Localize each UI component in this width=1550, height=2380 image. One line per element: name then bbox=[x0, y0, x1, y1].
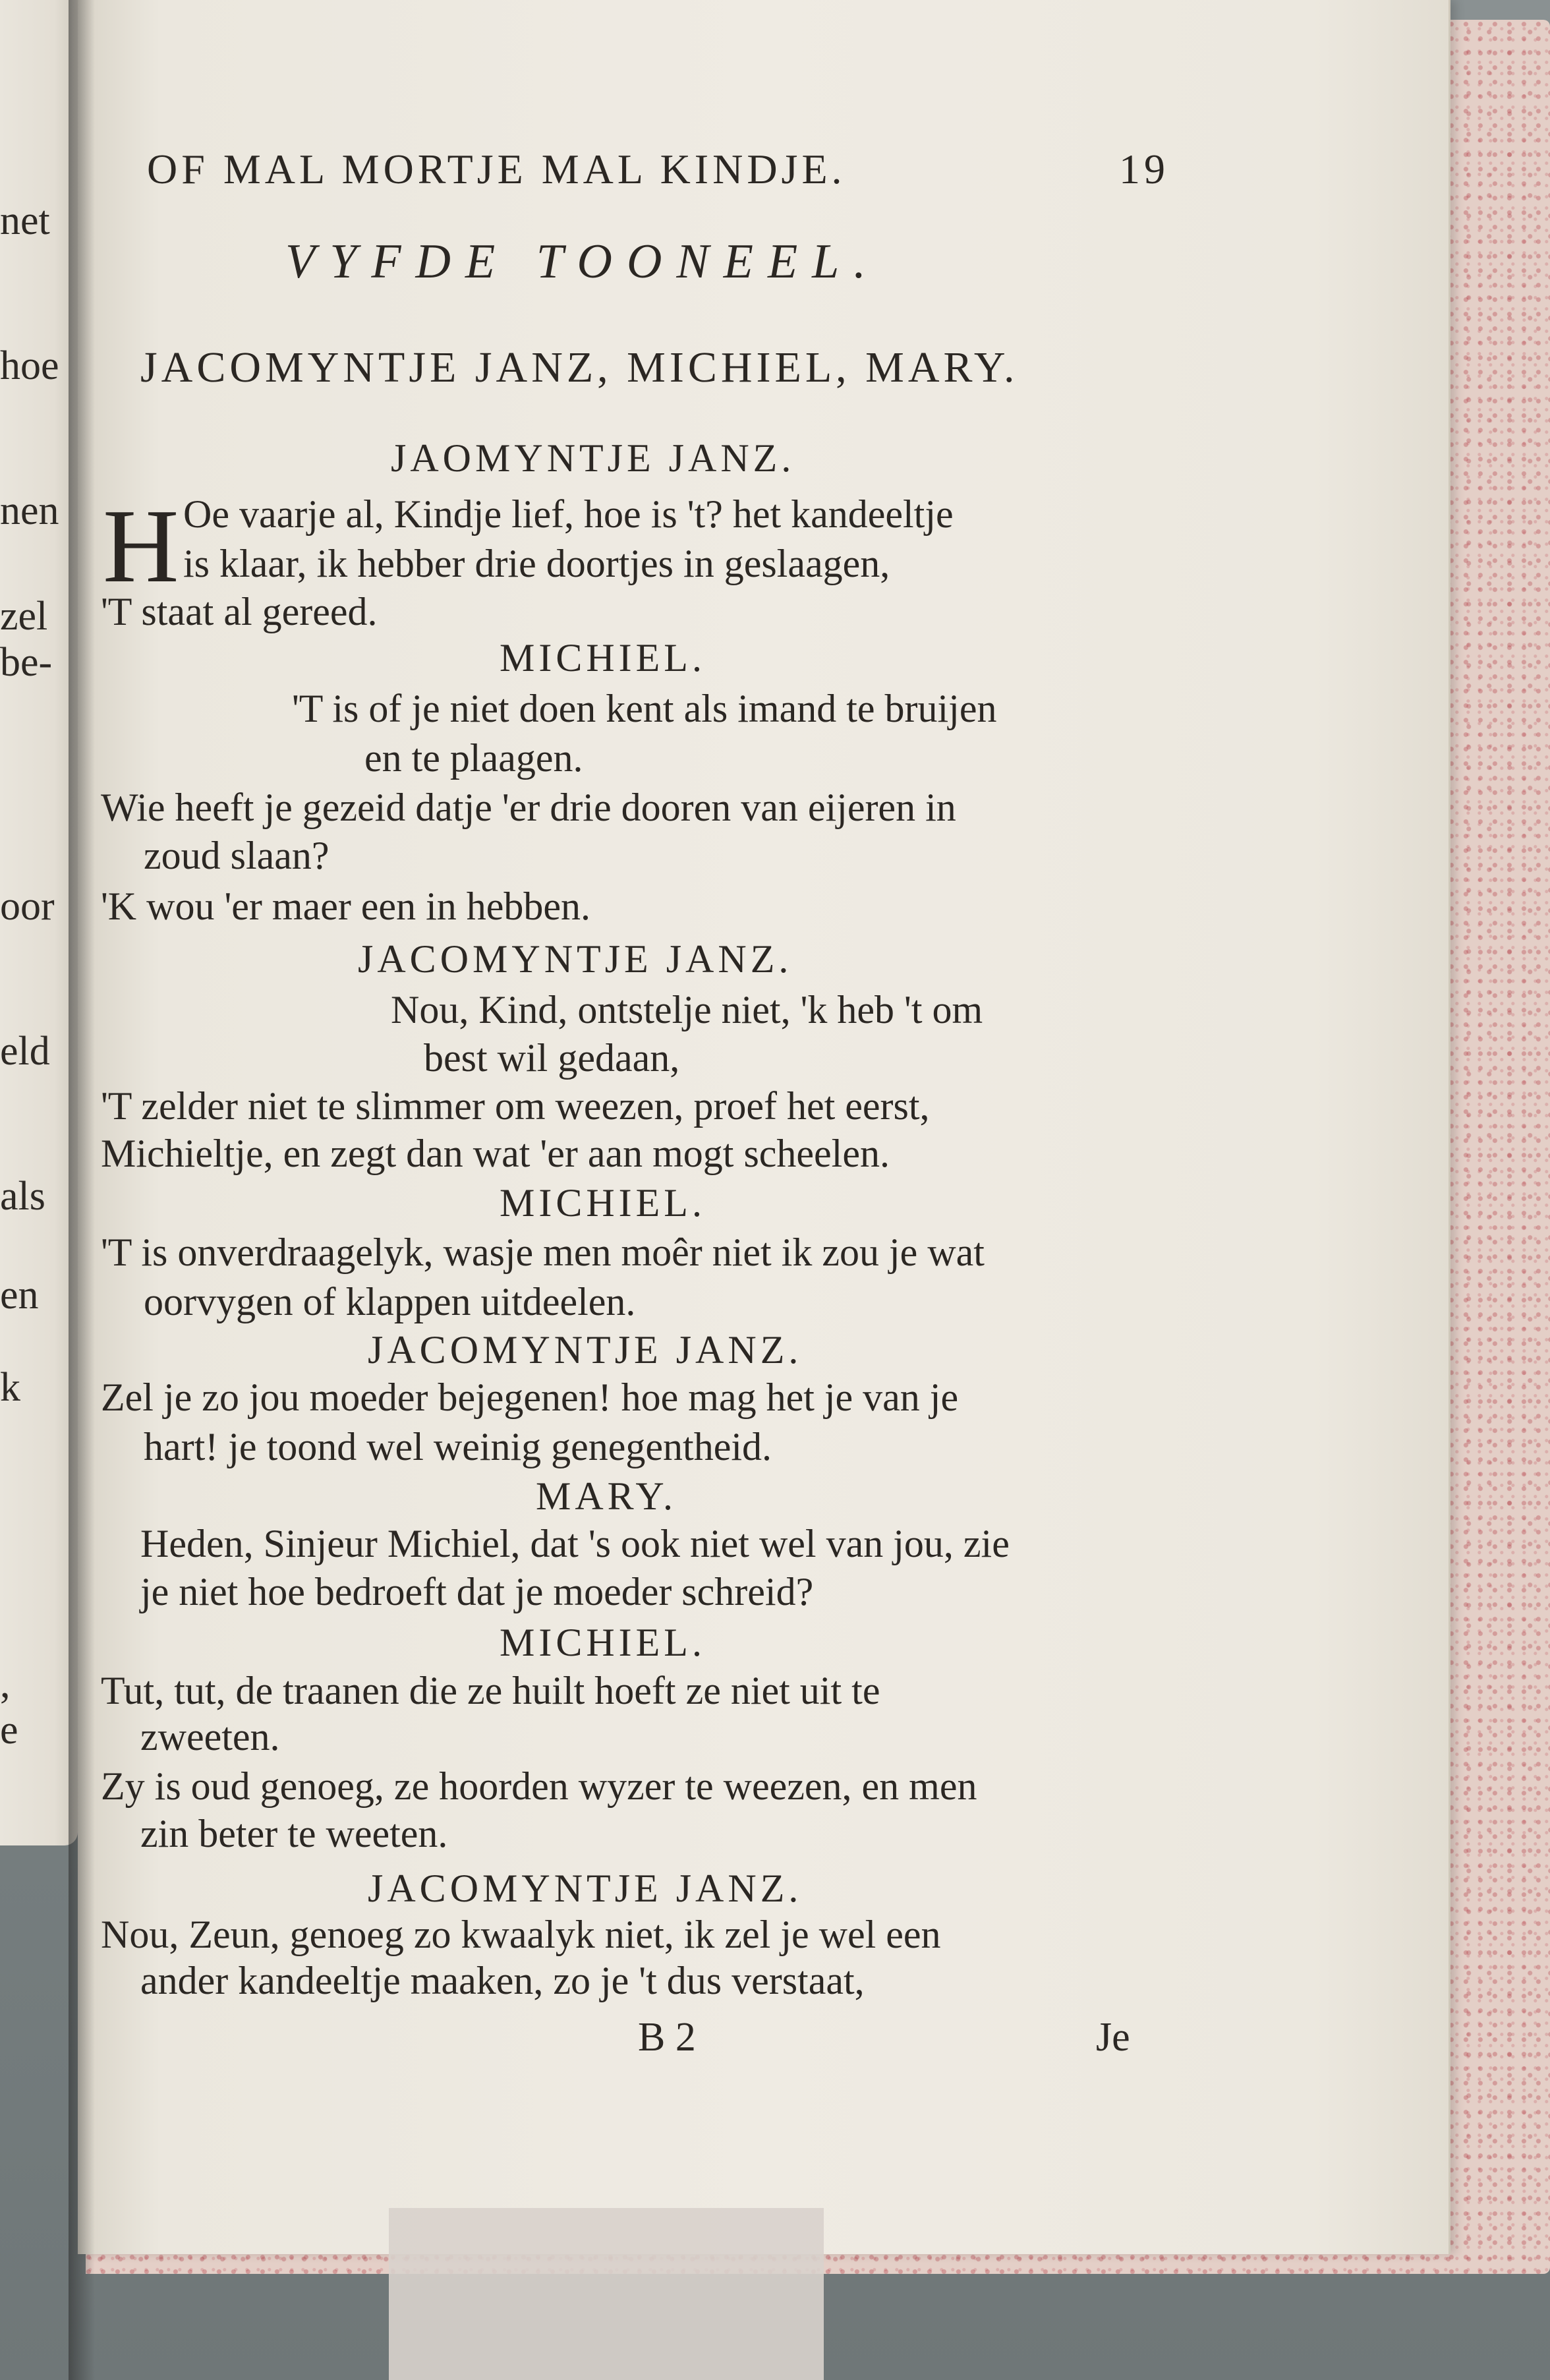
verse-line: 'T is of je niet doen kent als imand te bruijen bbox=[292, 687, 997, 730]
book-page bbox=[78, 0, 1450, 2254]
verse-line: best wil gedaan, bbox=[424, 1036, 680, 1080]
left-fragment: net bbox=[0, 198, 50, 243]
verse-line: Tut, tut, de traanen die ze huilt hoeft ze niet uit te bbox=[101, 1669, 880, 1712]
gutter-shadow bbox=[69, 0, 95, 2380]
speaker-label: JAOMYNTJE JANZ. bbox=[391, 436, 795, 480]
verse-line: hart! je toond wel weinig genegentheid. bbox=[144, 1425, 772, 1468]
catchword: Je bbox=[1096, 2015, 1130, 2060]
left-fragment: en bbox=[0, 1273, 39, 1318]
verse-line: je niet hoe bedroeft dat je moeder schreid? bbox=[140, 1570, 814, 1613]
left-fragment: e bbox=[0, 1708, 18, 1753]
speaker-label: JACOMYNTJE JANZ. bbox=[368, 1867, 803, 1910]
left-fragment: oor bbox=[0, 884, 55, 929]
left-fragment: als bbox=[0, 1174, 45, 1219]
verse-line: Nou, Kind, ontstelje niet, 'k heb 't om bbox=[391, 988, 983, 1031]
verse-line: 'K wou 'er maer een in hebben. bbox=[101, 885, 590, 928]
speaker-label: JACOMYNTJE JANZ. bbox=[358, 937, 793, 981]
speaker-label: JACOMYNTJE JANZ. bbox=[368, 1328, 803, 1372]
left-fragment: eld bbox=[0, 1029, 50, 1074]
scene-characters: JACOMYNTJE JANZ, MICHIEL, MARY. bbox=[140, 343, 1019, 392]
verse-line: en te plaagen. bbox=[364, 736, 583, 780]
running-head-title: OF MAL MORTJE MAL KINDJE. bbox=[147, 146, 846, 192]
verse-line: is klaar, ik hebber drie doortjes in geslaagen, bbox=[183, 542, 890, 585]
speaker-label: MICHIEL. bbox=[500, 636, 706, 680]
drop-cap: H bbox=[103, 487, 179, 604]
left-fragment: hoe bbox=[0, 343, 59, 388]
speaker-label: MICHIEL. bbox=[500, 1181, 706, 1225]
verse-line: Zy is oud genoeg, ze hoorden wyzer te weezen, en men bbox=[101, 1764, 977, 1808]
verse-line: zin beter te weeten. bbox=[140, 1812, 448, 1855]
verse-line: 'T staat al gereed. bbox=[101, 590, 378, 633]
verse-line: Oe vaarje al, Kindje lief, hoe is 't? het kandeeltje bbox=[183, 492, 954, 536]
verse-line: 'T zelder niet te slimmer om weezen, proef het eerst, bbox=[101, 1084, 930, 1128]
left-facing-page bbox=[0, 0, 78, 1845]
verse-line: Michieltje, en zegt dan wat 'er aan mogt scheelen. bbox=[101, 1132, 890, 1175]
redaction-patch bbox=[389, 2208, 824, 2380]
left-fragment: k bbox=[0, 1365, 20, 1410]
speaker-label: MARY. bbox=[536, 1474, 677, 1518]
verse-line: zoud slaan? bbox=[144, 834, 330, 877]
left-fragment: nen bbox=[0, 488, 59, 533]
left-fragment: zel bbox=[0, 594, 48, 639]
verse-line: zweeten. bbox=[140, 1715, 280, 1758]
scene-title: VYFDE TOONEEL. bbox=[285, 235, 880, 289]
signature-mark: B 2 bbox=[638, 2015, 696, 2060]
speaker-label: MICHIEL. bbox=[500, 1621, 706, 1664]
verse-line: Zel je zo jou moeder bejegenen! hoe mag het je van je bbox=[101, 1376, 959, 1419]
verse-line: oorvygen of klappen uitdeelen. bbox=[144, 1280, 636, 1323]
left-fragment: , bbox=[0, 1662, 11, 1706]
verse-line: Nou, Zeun, genoeg zo kwaalyk niet, ik zel je wel een bbox=[101, 1913, 941, 1956]
left-fragment: be- bbox=[0, 640, 53, 685]
verse-line: Wie heeft je gezeid datje 'er drie dooren van eijeren in bbox=[101, 786, 956, 829]
page-number: 19 bbox=[1119, 146, 1169, 192]
verse-line: 'T is onverdraagelyk, wasje men moêr niet ik zou je wat bbox=[101, 1231, 985, 1274]
verse-line: ander kandeeltje maaken, zo je 't dus verstaat, bbox=[140, 1959, 865, 2002]
verse-line: Heden, Sinjeur Michiel, dat 's ook niet wel van jou, zie bbox=[140, 1522, 1010, 1565]
